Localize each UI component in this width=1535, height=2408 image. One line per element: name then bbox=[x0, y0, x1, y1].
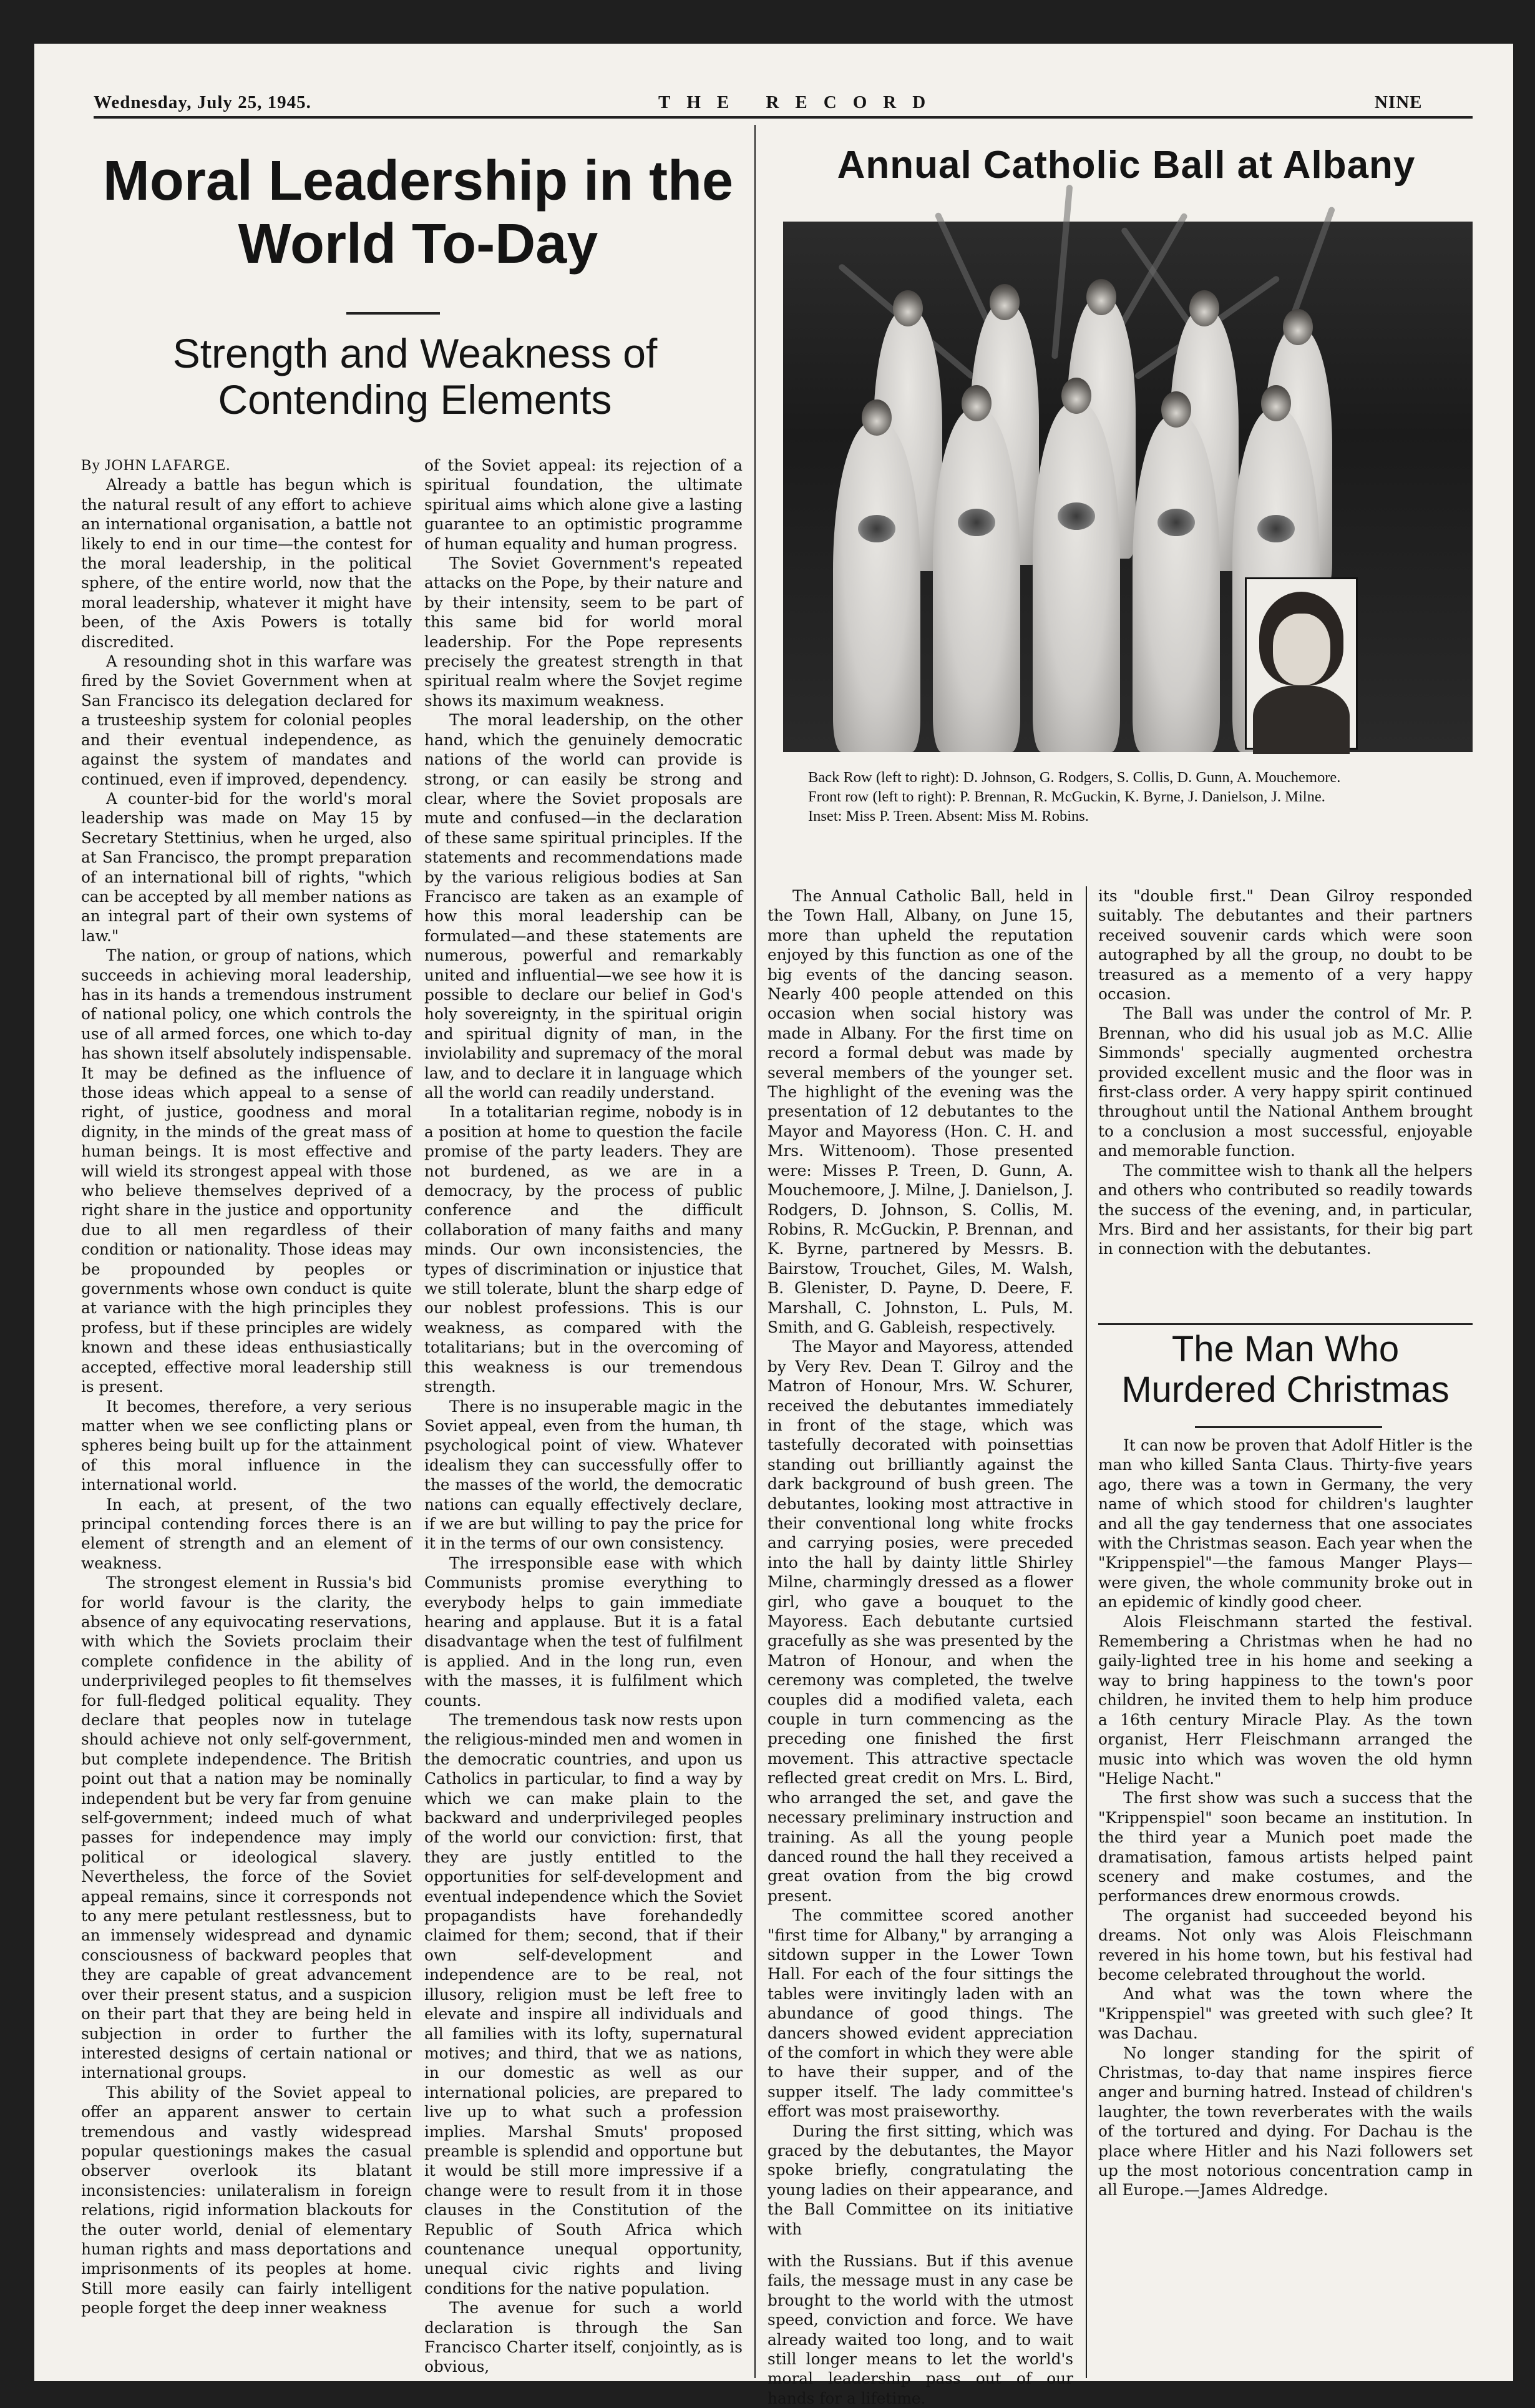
article1-title-line2: World To-Day bbox=[238, 212, 598, 275]
paragraph: In each, at present, of the two principal contending forces there is an element of strength and an element of weakness. bbox=[81, 1495, 412, 1572]
paragraph: Already a battle has begun which is the natural result of any effort to achieve an international organisation, a battle not likely to end in our time—the contest for the moral leadership, in the political sphere, of the entire world, now that the moral leadership, whatever it might have been, of the Axis Powers is totally discredited. bbox=[81, 476, 412, 651]
article1-title bbox=[72, 150, 764, 276]
article1-title-line1: Moral Leadership in the bbox=[102, 150, 734, 212]
paragraph: The organist had succeeded beyond his dreams. Not only was Alois Fleischmann revered in his home town, but his festival had become celebrated throughout the world. bbox=[1098, 1906, 1473, 1984]
paragraph: The Ball was under the control of Mr. P. Brennan, who did his usual job as M.C. Allie Simmonds' specially augmented orchestra provided excellent music and the floor was in first-class order. A very happy spirit continued throughout until the National Anthem brought to a conclusion a most successful, enjoyable and memorable function. bbox=[1098, 1004, 1473, 1160]
photo-caption bbox=[808, 768, 1469, 826]
title-divider bbox=[346, 312, 440, 315]
article1-subtitle-line1: Strength and Weakness of bbox=[172, 330, 658, 376]
paragraph: During the first sitting, which was graced by the debutantes, the Mayor spoke briefly, congratulating the young ladies on their appearance, and the Ball Committee on its initiative with bbox=[768, 2122, 1073, 2238]
paragraph: In a totalitarian regime, nobody is in a position at home to question the facile promise of the party leaders. They are not burdened, as we are in a democracy, by the process of public conference and the difficult collaboration of many faiths and many minds. Our own inconsistencies, the types of discrimination or injustice that we still tolerate, blunt the sharp edge of our noblest professions. This is our weakness, as compared with the totalitarians; but in the overcoming of this weakness is our tremendous strength. bbox=[424, 1103, 743, 1396]
paragraph: of the Soviet appeal: its rejection of a spiritual foundation, the ultimate spiritual aims which alone give a lasting guarantee to an optimistic programme of human equality and human progress. bbox=[424, 456, 743, 553]
caption-front-row: Front row (left to right): P. Brennan, R. McGuckin, K. Byrne, J. Danielson, J. Milne. bbox=[808, 788, 1325, 805]
paragraph: There is no insuperable magic in the Soviet appeal, even from the human, th psychological point of view. Whatever idealism they can successfully offer to the masses of the world, the democratic nations can equally effectively declare, if we are but willing to pay the price for it in the terms of our own consistency. bbox=[424, 1397, 743, 1553]
paragraph: The committee scored another "first time for Albany," by arranging a sitdown supper in the Lower Town Hall. For each of the four sittings the tables were invitingly laden with an abundance of good things. The dancers showed evident appreciation of the comfort in which they were able to have their supper, and of the supper itself. The lady committee's effort was most praiseworthy. bbox=[768, 1906, 1073, 2121]
caption-back-row: Back Row (left to right): D. Johnson, G. Rodgers, S. Collis, D. Gunn, A. Mouchemore. bbox=[808, 769, 1341, 786]
paragraph: The Annual Catholic Ball, held in the Town Hall, Albany, on June 15, more than upheld the reputation enjoyed by this function as one of the big events of the dancing season. Nearly 400 people attended on this occasion when social history was made in Albany. For the first time on record a formal debut was made by several members of the younger set. The highlight of the evening was the presentation of 12 debutantes to the Mayor and Mayoress (Hon. C. H. and Mrs. Wittenoom). Those presented were: Misses P. Treen, D. Gunn, A. Mouchemoore, J. Milne, J. Danielson, J. Rodgers, D. Johnson, S. Collis, M. Robins, R. McGuckin, P. Brennan, and K. Byrne, partnered by Messrs. B. Bairstow, Trouchet, Giles, M. Walsh, B. Glenister, D. Payne, D. Deere, F. Marshall, C. Johnston, L. Puls, M. Smith, and G. Gableish, respectively. bbox=[768, 887, 1073, 1336]
article2-title: Annual Catholic Ball at Albany bbox=[837, 144, 1416, 187]
paragraph: The nation, or group of nations, which succeeds in achieving moral leadership, has in its hands a tremendous instrument of national policy, one which controls the use of all armed forces, one which to-day has shown itself absolutely indispensable. It may be defined as the influence of those ideas which appeal to a sense of right, of justice, goodness and moral dignity, in the minds of the great mass of human beings. It is most effective and will wield its strongest appeal with those who believe themselves deprived of a right share in the justice and opportunity due to all men regardless of their condition or nationality. Those ideas may be propounded by peoples or governments whose own conduct is quite at variance with the high principles they profess, but if these principles are widely known and these ideas enthusiastically accepted, effective moral leadership still is present. bbox=[81, 946, 412, 1396]
article2-column-2 bbox=[1098, 886, 1473, 1323]
column-rule bbox=[1086, 886, 1087, 2378]
inset-portrait bbox=[1245, 577, 1358, 750]
section-rule bbox=[1098, 1323, 1473, 1325]
article2-column-1 bbox=[768, 886, 1073, 2407]
issue-date: Wednesday, July 25, 1945. bbox=[94, 92, 311, 112]
paragraph: The Mayor and Mayoress, attended by Very Rev. Dean T. Gilroy and the Matron of Honour, Mrs. W. Schurer, received the debutantes immediately in front of the stage, which was tastefully decorated with poinsettias standing out brilliantly against the dark background of bush green. The debutantes, looking most attractive in their conventional long white frocks and carrying posies, were preceded into the hall by dainty little Shirley Milne, charmingly dressed as a flower girl, who gave a bouquet to the Mayoress. Each debutante curtsied gracefully as she was presented by the Matron of Honour, and when the ceremony was completed, the twelve couples did a modified valeta, each couple in turn commencing as the preceding one finished the first movement. This attractive spectacle reflected great credit on Mrs. L. Bird, who arranged the set, and gave the necessary preliminary instruction and training. As all the young people danced round the hall they received a great ovation from the big crowd present. bbox=[768, 1338, 1073, 1905]
paragraph: The moral leadership, on the other hand, which the genuinely democratic nations of the world can provide is strong, or can easily be strong and clear, where the Soviet proposals are mute and confused—in the declaration of these same spiritual principles. If the statements and recommendations made by the various religious bodies at San Francisco are taken as an example of how this moral leadership can be formulated—and these statements are numerous, powerful and remarkably united and influential—we see how it is possible to declare our belief in God's holy sovereignty, in the spiritual origin and spiritual dignity of man, in the inviolability and supremacy of the moral law, and to declare it in language which all the world can readily understand. bbox=[424, 711, 743, 1102]
paragraph: And what was the town where the "Krippenspiel" was greeted with such glee? It was Dachau. bbox=[1098, 1985, 1473, 2043]
article1-column-1 bbox=[81, 456, 412, 2378]
paragraph: The avenue for such a world declaration is through the San Francisco Charter itself, conjointly, as is obvious, bbox=[424, 2299, 743, 2376]
article3-title-line2: Murdered Christmas bbox=[1121, 1369, 1450, 1410]
title-divider bbox=[1195, 1426, 1382, 1428]
article1-column-2 bbox=[424, 456, 743, 2378]
paragraph: A resounding shot in this warfare was fired by the Soviet Government when at San Francisco its delegation declared for a trusteeship system for colonial peoples and their eventual independence, as against the system of mandates and continued, even if improved, dependency. bbox=[81, 652, 412, 788]
paragraph: its "double first." Dean Gilroy responded suitably. The debutantes and their partners received souvenir cards which were soon autographed by all the group, no doubt to be treasured as a memento of a very happy occasion. bbox=[1098, 887, 1473, 1004]
newspaper-page bbox=[34, 44, 1513, 2407]
article1-subtitle bbox=[90, 331, 739, 423]
paragraph: The Soviet Government's repeated attacks on the Pope, by their nature and by their intensity, seem to be part of this same bid for world moral leadership. For the Pope represents precisely the greatest strength in that spiritual realm where the Sovjet regime shows its maximum weakness. bbox=[424, 554, 743, 710]
paragraph-continued: with the Russians. But if this avenue fails, the message must in any case be brought to the world with the utmost speed, conviction and force. We have already waited too long, and to wait still longer means to let the world's moral leadership pass out of our hands for a lifetime. bbox=[768, 2252, 1073, 2407]
paragraph: This ability of the Soviet appeal to offer an apparent answer to certain tremendous and vastly widespread popular questionings makes the casual observer overlook its blatant inconsistencies: unilateralism in foreign relations, rigid information blackouts for the outer world, denial of elementary human rights and mass deportations and imprisonments of its peoples at home. Still more easily can fairly intelligent people forget the deep inner weakness bbox=[81, 2083, 412, 2317]
page-number: NINE bbox=[1375, 92, 1423, 112]
article3-title-line1: The Man Who bbox=[1171, 1329, 1400, 1369]
article3-title bbox=[1095, 1329, 1476, 1411]
paragraph: Alois Fleischmann started the festival. Remembering a Christmas when he had no gaily-lighted tree in his home and seeking a way to bring happiness to the town's poor children, he invited them to help him produce a 16th century Miracle Play. As the town organist, Herr Fleischmann arranged the music into which was woven the old hymn "Helige Nacht." bbox=[1098, 1612, 1473, 1788]
paragraph: The first show was such a success that the "Krippenspiel" soon became an institution. In the third year a Munich poet made the dramatisation, famous artists helped paint scenery and make costumes, and the performances drew enormous crowds. bbox=[1098, 1789, 1473, 1906]
caption-inset: Inset: Miss P. Treen. Absent: Miss M. Robins. bbox=[808, 808, 1089, 825]
debutantes-photo bbox=[783, 222, 1473, 752]
paper-name: THE RECORD bbox=[658, 92, 942, 112]
paragraph: It becomes, therefore, a very serious matter when we see conflicting plans or spheres being built up for the attainment of this moral influence in the international world. bbox=[81, 1397, 412, 1494]
paragraph: The committee wish to thank all the helpers and others who contributed so readily towards the success of the evening, and, in particular, Mrs. Bird and her assistants, for their big part in connection with the debutantes. bbox=[1098, 1161, 1473, 1258]
paragraph: The strongest element in Russia's bid for world favour is the clarity, the absence of any equivocating reservations, with which the Soviets proclaim their complete confidence in the ability of underprivileged peoples to fit themselves for full-fledged political equality. They declare that peoples now in tutelage should achieve not only self-government, but complete independence. The British point out that a nation may be nominally independent but be very far from genuine self-government; indeed much of what passes for independence may imply political or ideological slavery. Nevertheless, the force of the Soviet appeal remains, since it corresponds not to any mere petulant restlessness, but to an immensely widespread and dynamic consciousness of backward peoples that they are capable of great advancement over their present status, and a suspicion on their part that they are being held in subjection in order to further the interested designs of certain national or international groups. bbox=[81, 1574, 412, 2082]
paragraph: A counter-bid for the world's moral leadership was made on May 15 by Secretary Stettinius, when he urged, also at San Francisco, the prompt preparation of an international bill of rights, "which can be accepted by all member nations as an integral part of their own systems of law." bbox=[81, 789, 412, 945]
byline: By JOHN LAFARGE. bbox=[81, 457, 231, 474]
article1-subtitle-line2: Contending Elements bbox=[218, 376, 612, 423]
paragraph: No longer standing for the spirit of Christmas, to-day that name inspires fierce anger and burning hatred. Instead of children's laughter, the town reverberates with the wails of the tortured and dying. For Dachau is the place where Hitler and his Nazi followers set up the most notorious concentration camp in all Europe.—James Aldredge. bbox=[1098, 2043, 1473, 2200]
column-rule bbox=[754, 125, 756, 2378]
paragraph: It can now be proven that Adolf Hitler is the man who killed Santa Claus. Thirty-five years ago, there was a town in Germany, the very name of which stood for children's laughter and all the gay tenderness that one associates with the Christmas season. Each year when the "Krippenspiel"—the famous Manger Plays—were given, the whole community broke out in an epidemic of kindly good cheer. bbox=[1098, 1436, 1473, 1612]
article3-column bbox=[1098, 1436, 1473, 2378]
header-rule bbox=[94, 116, 1473, 119]
paragraph: The irresponsible ease with which Communists promise everything to everybody helps to gain immediate hearing and applause. But it is a fatal disadvantage when the test of fulfilment is applied. And in the long run, even with the masses, it is fulfilment which counts. bbox=[424, 1554, 743, 1710]
paragraph: The tremendous task now rests upon the religious-minded men and women in the democratic countries, and upon us Catholics in particular, to find a way by which we can make plain to the backward and underprivileged peoples of the world our conviction: first, that they are justly entitled to the opportunities for self-development and eventual independence which the Soviet propagandists have forehandedly claimed for them; second, that if their own self-development and independence are to be real, not illusory, religion must be left free to elevate and inspire all individuals and all families with its lofty, supernatural motives; and third, that we as nations, in our domestic as well as our international policies, are prepared to live up to what such a profession implies. Marshal Smuts' proposed preamble is splendid and opportune but it would be still more impressive if a change were to result from it in those clauses in the Constitution of the Republic of South Africa which countenance unequal opportunity, unequal civic rights and living conditions for the native population. bbox=[424, 1711, 743, 2298]
